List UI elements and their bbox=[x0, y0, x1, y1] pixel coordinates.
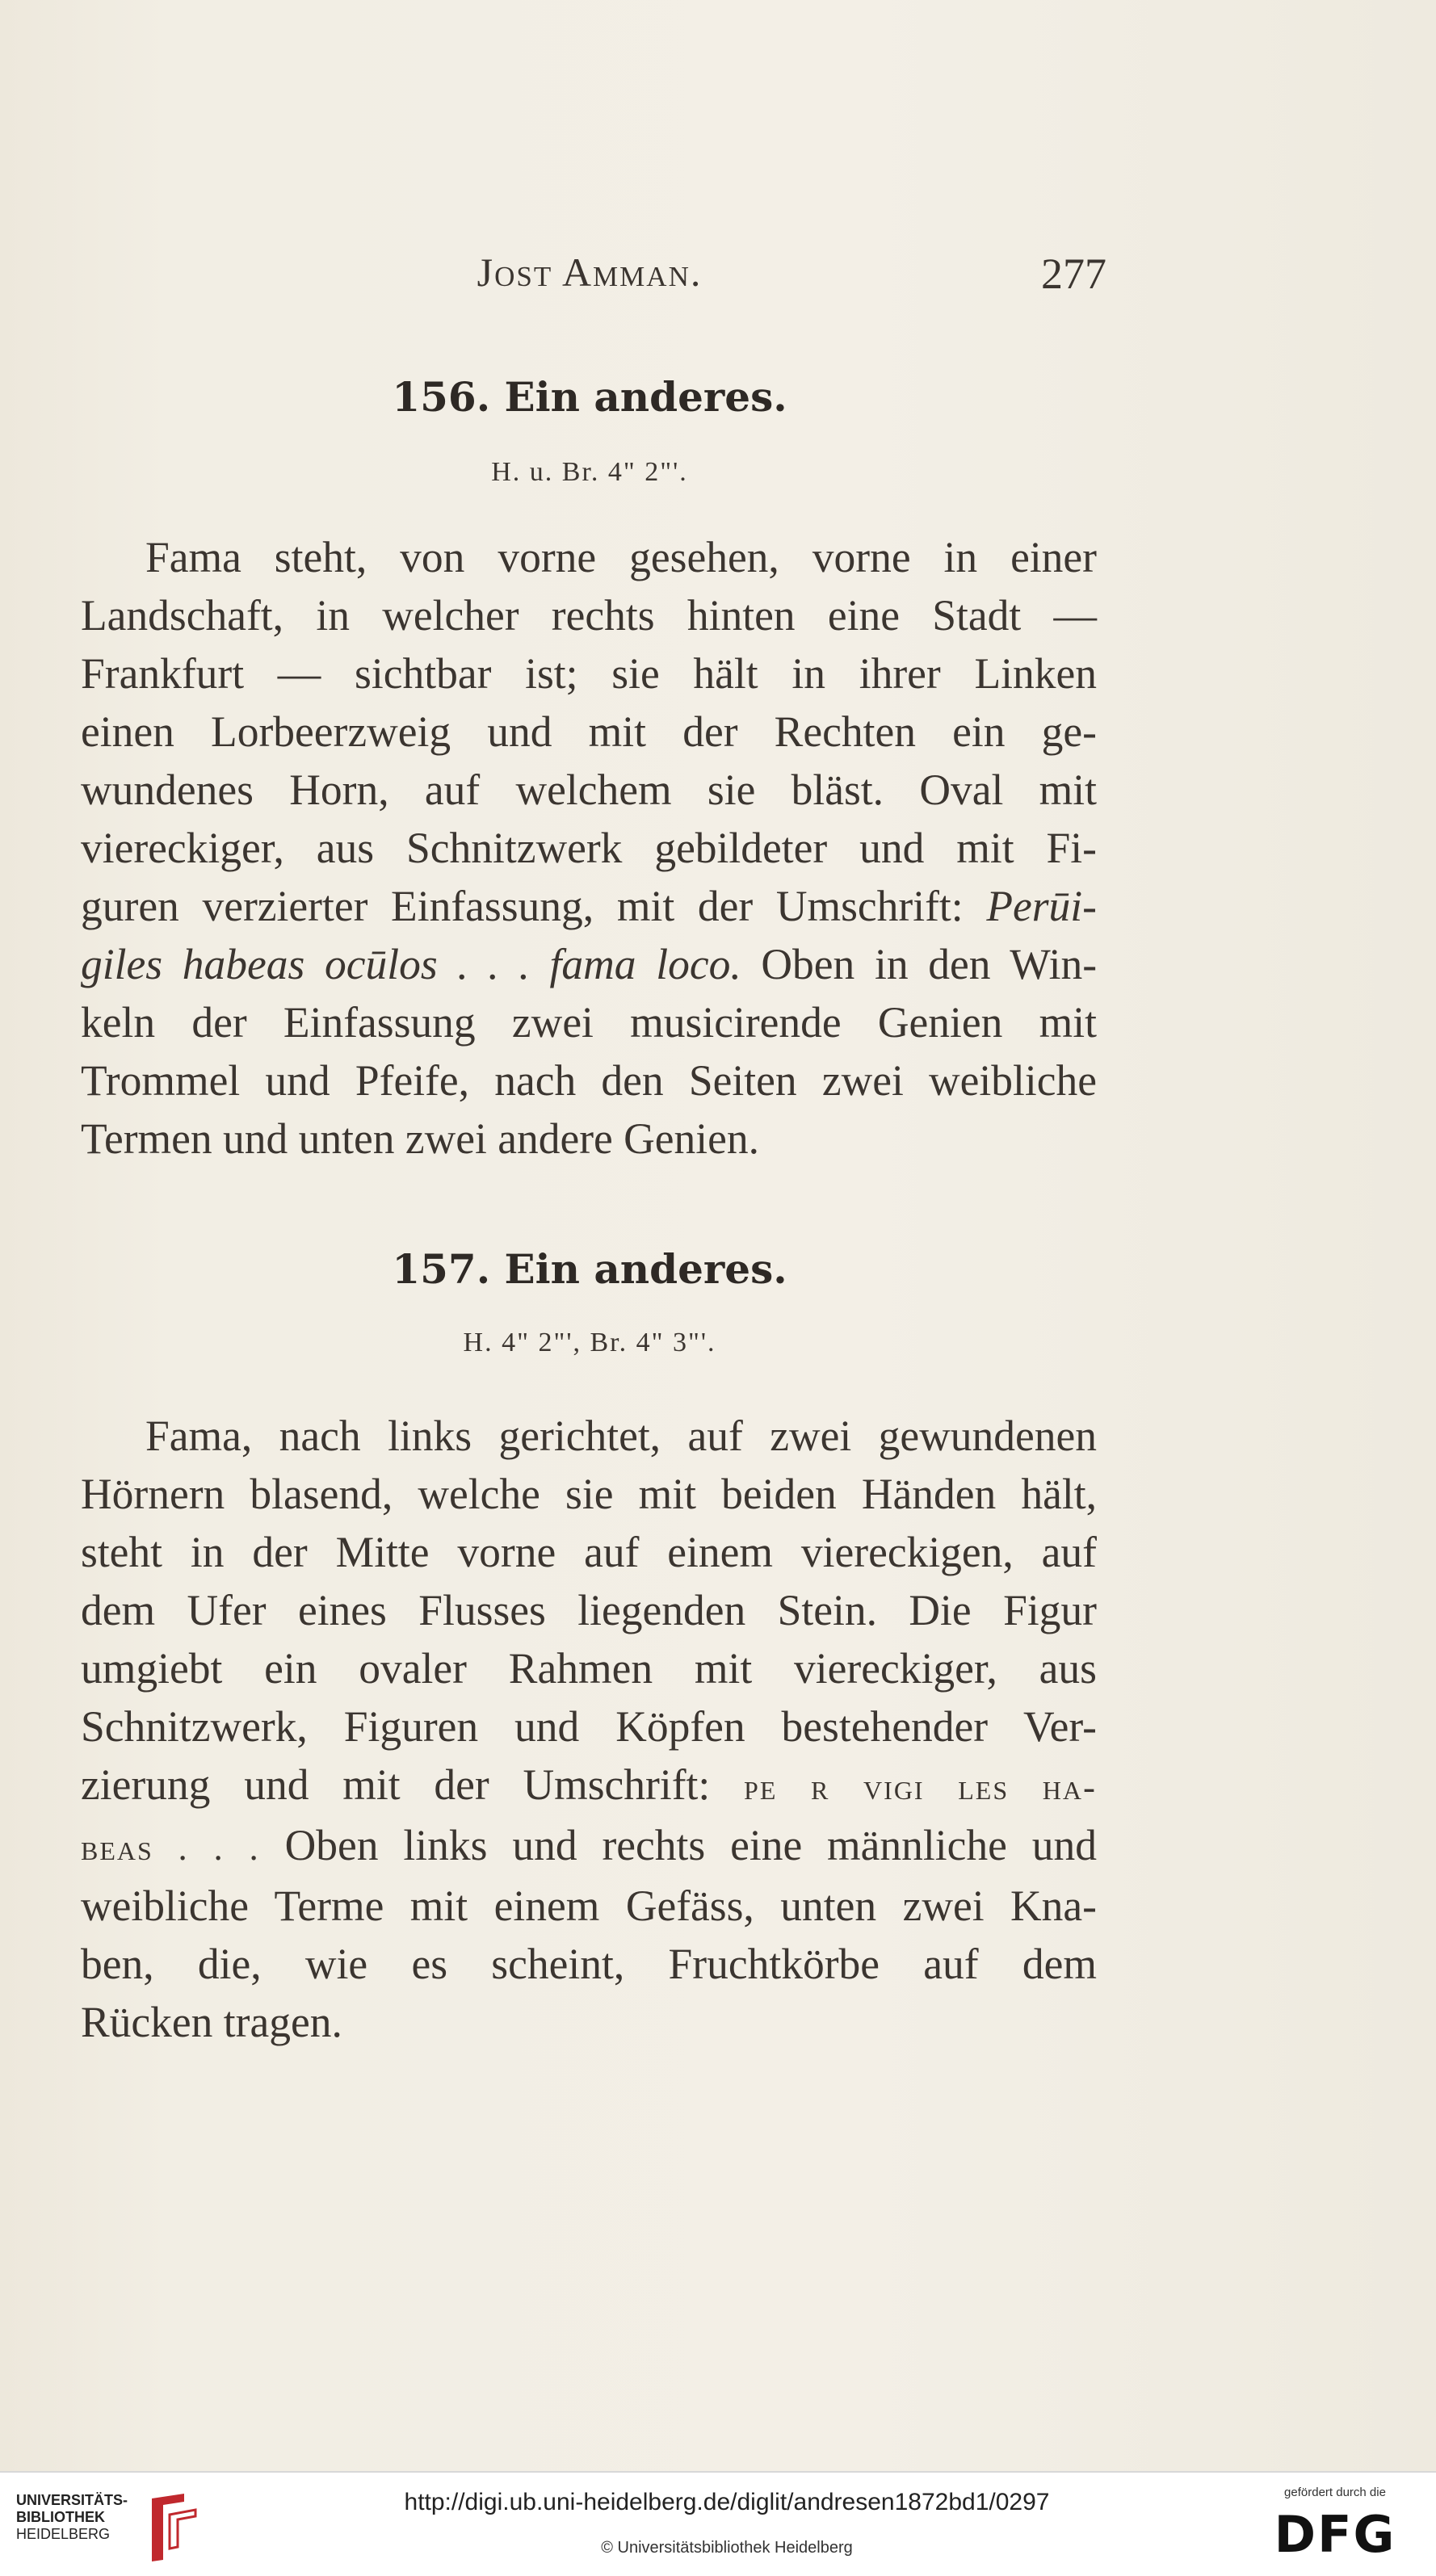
text-line: dem Ufer eines Flusses liegenden Stein. Die Figur bbox=[81, 1586, 1097, 1634]
text-line: Fama steht, von vorne gesehen, vorne in einer bbox=[145, 533, 1097, 581]
text-line: wundenes Horn, auf welchem sie bläst. Oval mit bbox=[81, 766, 1097, 814]
permalink-url[interactable]: http://digi.ub.uni-heidelberg.de/diglit/andresen1872bd1/0297 bbox=[404, 2489, 1050, 2515]
viewer-footer bbox=[0, 2471, 1436, 2576]
entry-156-dimensions: H. u. Br. 4" 2"'. bbox=[491, 457, 688, 487]
entry-157-heading: 157. Ein anderes. bbox=[392, 1245, 787, 1293]
text-line: steht in der Mitte vorne auf einem viereckigen, auf bbox=[81, 1528, 1097, 1576]
dfg-logo[interactable]: DFG bbox=[1274, 2505, 1396, 2564]
entry-157-dimensions: H. 4" 2"', Br. 4" 3"'. bbox=[463, 1328, 716, 1357]
text-segment: guren verzierter Einfassung, mit der Umschrift: bbox=[81, 882, 964, 930]
text-line bbox=[81, 1816, 1097, 1877]
text-line: Rücken tragen. bbox=[81, 1998, 342, 2046]
library-name-line: UNIVERSITÄTS- bbox=[16, 2492, 128, 2508]
page-number: 277 bbox=[1041, 250, 1106, 298]
library-logo[interactable] bbox=[16, 2490, 210, 2563]
funding-note: gefördert durch die bbox=[1284, 2486, 1386, 2499]
italic-text: Perūi- bbox=[986, 882, 1097, 930]
library-name-line: HEIDELBERG bbox=[16, 2526, 111, 2542]
italic-text: giles habeas ocūlos . . . fama loco. bbox=[81, 940, 741, 988]
text-line: umgiebt ein ovaler Rahmen mit viereckiger, aus bbox=[81, 1644, 1097, 1693]
running-title: Jost Amman. bbox=[477, 250, 703, 295]
text-segment: Oben in den Win- bbox=[761, 940, 1098, 988]
running-head bbox=[81, 249, 1106, 305]
text-line: ben, die, wie es scheint, Fruchtkörbe auf dem bbox=[81, 1940, 1097, 1988]
text-line bbox=[81, 935, 1097, 993]
copyright-notice: © Universitätsbibliothek Heidelberg bbox=[601, 2539, 853, 2557]
library-name-line: BIBLIOTHEK bbox=[16, 2509, 105, 2525]
text-line: viereckiger, aus Schnitzwerk gebildeter und mit Fi- bbox=[81, 824, 1097, 872]
text-line bbox=[81, 1756, 1097, 1816]
text-line: weibliche Terme mit einem Gefäss, unten zwei Kna- bbox=[81, 1882, 1097, 1930]
library-name bbox=[16, 2492, 128, 2543]
text-line: Termen und unten zwei andere Genien. bbox=[81, 1114, 760, 1163]
entry-156-text bbox=[81, 528, 1097, 1168]
text-line: Landschaft, in welcher rechts hinten eine Stadt — bbox=[81, 591, 1097, 640]
text-line: Hörnern blasend, welche sie mit beiden Händen hält, bbox=[81, 1470, 1097, 1518]
text-line: einen Lorbeerzweig und mit der Rechten ein ge- bbox=[81, 707, 1097, 756]
entry-156-heading: 156. Ein anderes. bbox=[392, 373, 787, 421]
text-line: Trommel und Pfeife, nach den Seiten zwei weibliche bbox=[81, 1056, 1097, 1105]
library-emblem-icon bbox=[145, 2490, 202, 2565]
text-line: Fama, nach links gerichtet, auf zwei gewundenen bbox=[145, 1412, 1097, 1460]
text-line: Schnitzwerk, Figuren und Köpfen bestehender Ver- bbox=[81, 1702, 1097, 1751]
small-caps-text: beas . . . bbox=[81, 1827, 260, 1868]
text-line: Frankfurt — sichtbar ist; sie hält in ihrer Linken bbox=[81, 649, 1097, 698]
text-line bbox=[81, 877, 1097, 935]
text-line: keln der Einfassung zwei musicirende Genien mit bbox=[81, 998, 1097, 1047]
text-segment: zierung und mit der Umschrift: bbox=[81, 1760, 711, 1809]
text-segment: Oben links und rechts eine männliche und bbox=[284, 1821, 1098, 1869]
small-caps-text: pe r vigi les ha- bbox=[744, 1767, 1097, 1807]
entry-157-text bbox=[81, 1407, 1097, 2051]
